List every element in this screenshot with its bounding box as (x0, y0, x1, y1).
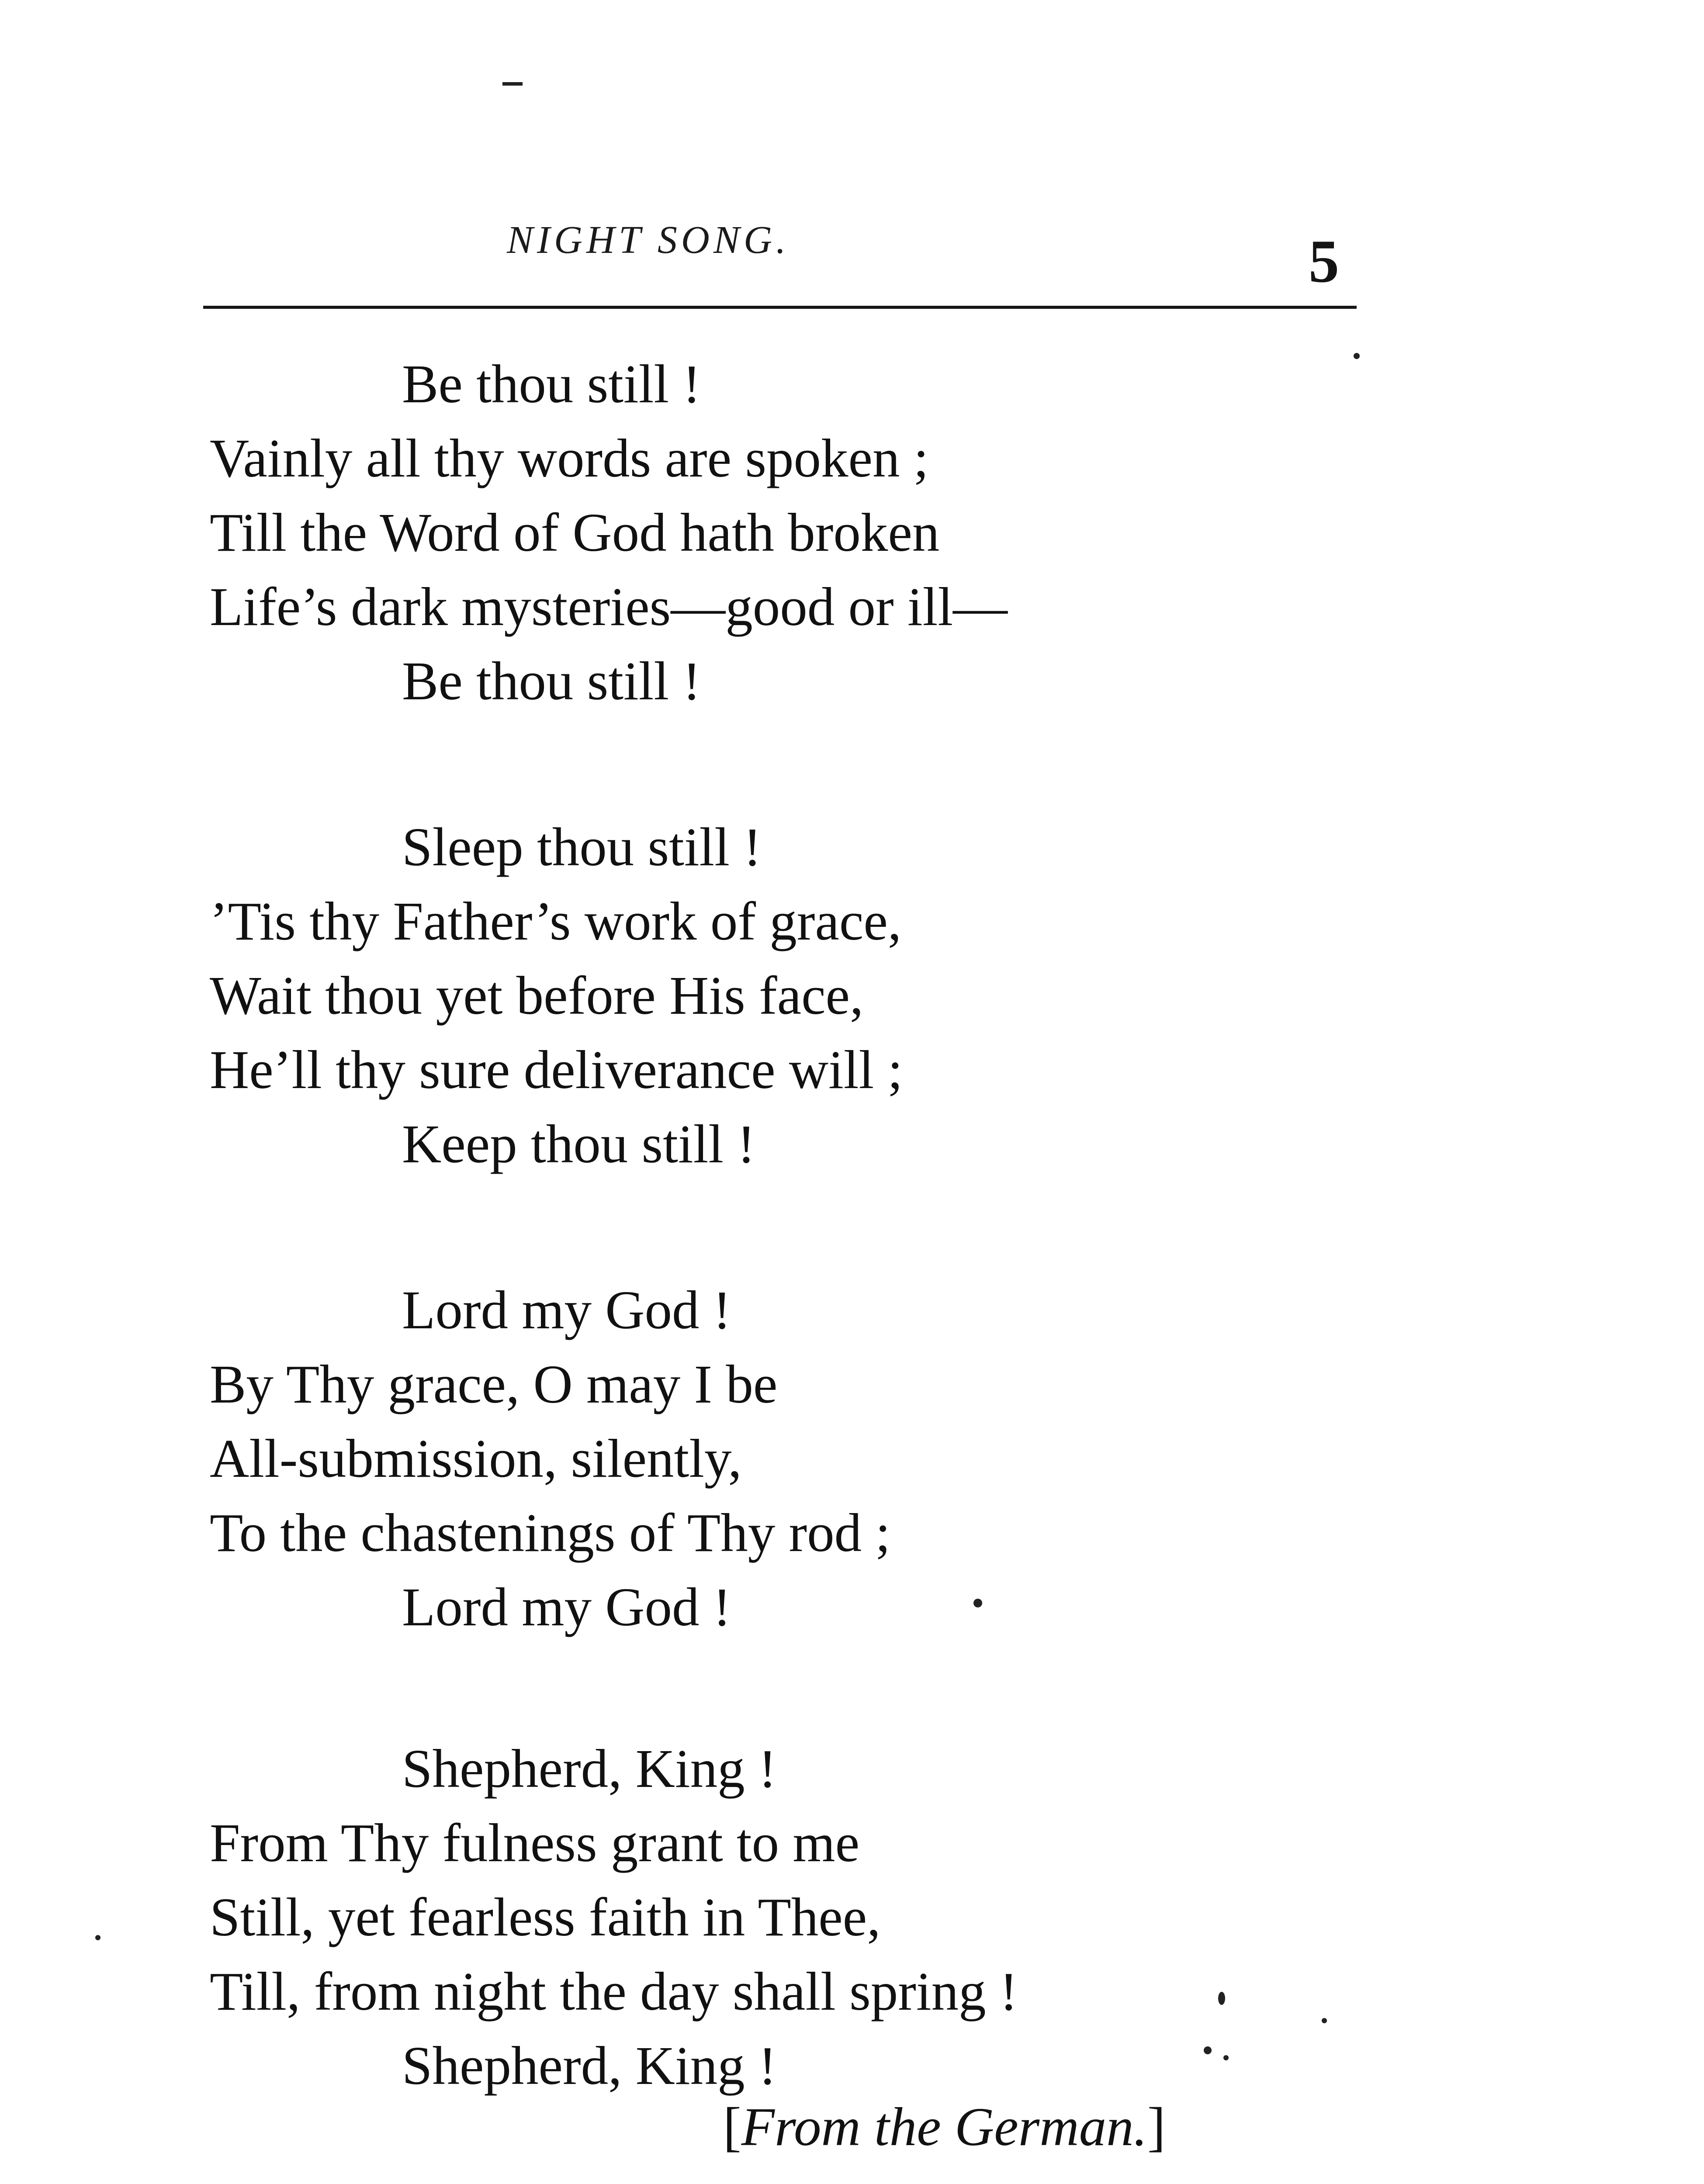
stanza-1-line-2: Vainly all thy words are spoken ; (210, 429, 929, 489)
attribution (723, 2097, 1166, 2157)
stanza-1-line-3: Till the Word of God hath broken (210, 503, 940, 563)
page-number: 5 (1309, 228, 1339, 295)
stanza-4-line-2: From Thy fulness grant to me (210, 1813, 860, 1873)
ink-speck (1218, 1992, 1225, 2005)
stanza-3-line-2: By Thy grace, O may I be (210, 1355, 778, 1415)
stanza-4-line-4: Till, from night the day shall spring ! (210, 1962, 1018, 2022)
stanza-3-line-1: Lord my God ! (402, 1280, 731, 1341)
stanza-2-line-4: He’ll thy sure deliverance will ; (210, 1040, 903, 1100)
stanza-2-line-1: Sleep thou still ! (402, 817, 762, 878)
stanza-2-line-3: Wait thou yet before His face, (210, 966, 864, 1026)
running-title: NIGHT SONG. (507, 218, 790, 262)
ink-speck (1223, 2055, 1229, 2060)
top-ink-mark (502, 82, 523, 86)
stanza-3-line-4: To the chastenings of Thy rod ; (210, 1503, 891, 1563)
stanza-1-line-5: Be thou still ! (402, 651, 701, 712)
stanza-3-line-3: All-submission, silently, (210, 1429, 742, 1489)
stanza-2-line-2: ’Tis thy Father’s work of grace, (210, 892, 902, 952)
stanza-4-line-3: Still, yet fearless faith in Thee, (210, 1887, 881, 1948)
stanza-2-line-5: Keep thou still ! (402, 1114, 755, 1175)
stanza-3-line-5: Lord my God ! (402, 1577, 731, 1638)
attribution-text: From the German. (741, 2097, 1147, 2157)
stanza-4-line-5: Shepherd, King ! (402, 2036, 777, 2096)
ink-speck (95, 1935, 100, 1940)
stanza-1-line-1: Be thou still ! (402, 354, 701, 415)
ink-speck (1322, 2018, 1327, 2023)
stanza-4-line-1: Shepherd, King ! (402, 1739, 777, 1799)
ink-speck (1354, 353, 1360, 359)
ink-speck (973, 1599, 982, 1607)
attribution-open-bracket: [ (723, 2097, 741, 2157)
stanza-1-line-4: Life’s dark mysteries—good or ill— (210, 577, 1008, 637)
ink-speck (1204, 2046, 1212, 2054)
attribution-close-bracket: ] (1147, 2097, 1166, 2157)
header-rule (203, 306, 1357, 309)
